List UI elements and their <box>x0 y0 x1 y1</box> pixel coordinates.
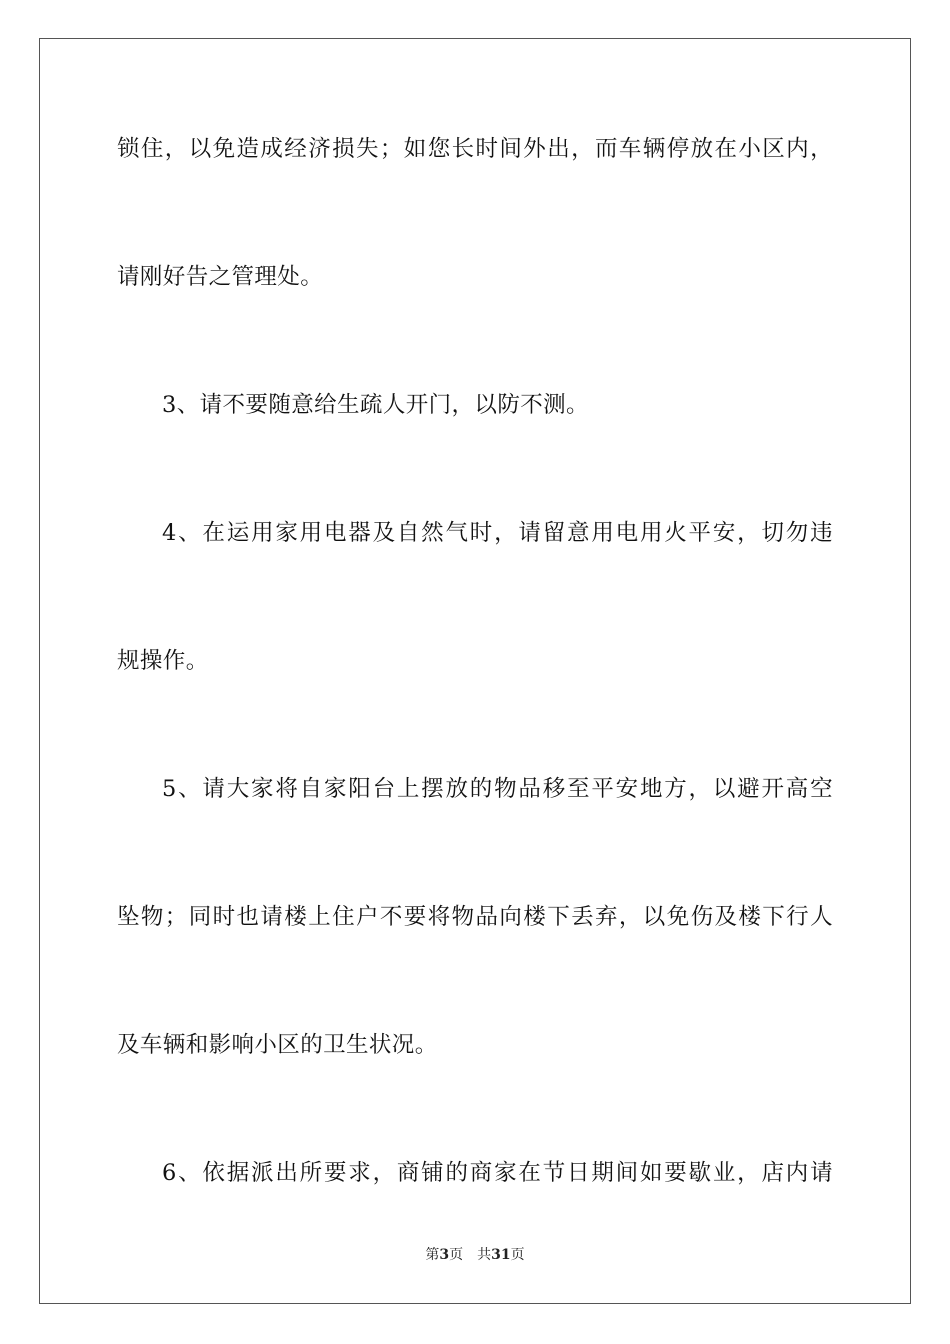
item-5-line-1: 5、请大家将自家阳台上摆放的物品移至平安地方，以避开高空 <box>162 776 833 802</box>
item-6-line-1: 6、依据派出所要求，商铺的商家在节日期间如要歇业，店内请 <box>162 1160 833 1186</box>
page-footer <box>0 1246 950 1264</box>
item-5-line-3: 及车辆和影响小区的卫生状况。 <box>117 1032 438 1058</box>
total-pages: 31 <box>491 1247 511 1263</box>
body-line-2: 请刚好告之管理处。 <box>117 264 324 290</box>
item-5-line-2: 坠物；同时也请楼上住户不要将物品向楼下丢弃，以免伤及楼下行人 <box>117 904 833 930</box>
body-line-1: 锁住，以免造成经济损失；如您长时间外出，而车辆停放在小区内， <box>117 136 833 162</box>
page-number: 3 <box>439 1247 450 1263</box>
item-4-line-1: 4、在运用家用电器及自然气时，请留意用电用火平安，切勿违 <box>162 520 833 546</box>
total-suffix: 页 <box>510 1247 525 1263</box>
item-4-line-2: 规操作。 <box>117 648 209 674</box>
page-prefix: 第 <box>425 1247 440 1263</box>
page-suffix: 页 <box>449 1247 464 1263</box>
item-3-line-1: 3、请不要随意给生疏人开门，以防不测。 <box>162 392 589 418</box>
total-prefix: 共 <box>477 1247 492 1263</box>
